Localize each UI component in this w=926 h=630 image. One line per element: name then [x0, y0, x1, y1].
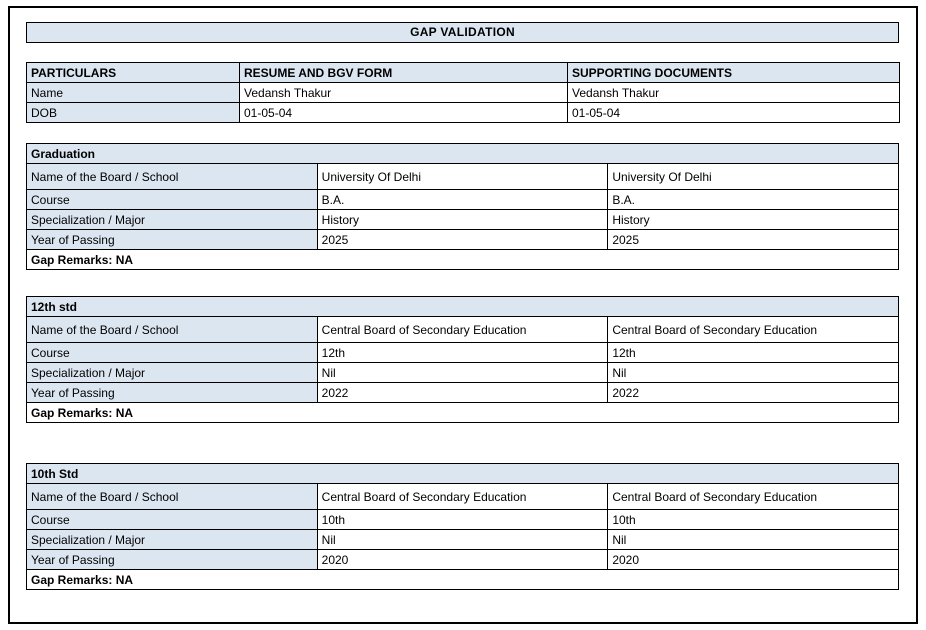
resume-value-cell: 01-05-04 [240, 103, 568, 123]
row-label-cell: Specialization / Major [27, 363, 318, 383]
table-row [27, 550, 899, 570]
resume-value-cell: 2022 [317, 383, 608, 403]
row-label-cell: Name of the Board / School [27, 164, 318, 190]
supporting-value-cell: Vedansh Thakur [568, 83, 900, 103]
gap-remarks-cell: Gap Remarks: NA [27, 570, 899, 590]
table-row [27, 83, 900, 103]
table-row [27, 230, 899, 250]
row-label-cell: Name [27, 83, 240, 103]
table-row [27, 383, 899, 403]
table-row [27, 510, 899, 530]
supporting-value-cell: Central Board of Secondary Education [608, 317, 899, 343]
document-title: GAP VALIDATION [26, 22, 899, 43]
resume-value-cell: 2020 [317, 550, 608, 570]
document-content [10, 8, 916, 590]
document-outer-border [8, 6, 918, 624]
resume-value-cell: Central Board of Secondary Education [317, 484, 608, 510]
row-label-cell: Specialization / Major [27, 210, 318, 230]
section-graduation-table [26, 143, 899, 270]
supporting-value-cell: Nil [608, 363, 899, 383]
gap-remarks-row [27, 570, 899, 590]
gap-remarks-row [27, 250, 899, 270]
section-title-row [27, 464, 899, 484]
table-row [27, 530, 899, 550]
gap-remarks-cell: Gap Remarks: NA [27, 403, 899, 423]
column-header-particulars: PARTICULARS [27, 63, 240, 83]
section-title-cell: Graduation [27, 144, 899, 164]
supporting-value-cell: B.A. [608, 190, 899, 210]
resume-value-cell: B.A. [317, 190, 608, 210]
row-label-cell: Course [27, 343, 318, 363]
table-header-row [27, 63, 900, 83]
column-header-supporting-docs: SUPPORTING DOCUMENTS [568, 63, 900, 83]
row-label-cell: Specialization / Major [27, 530, 318, 550]
supporting-value-cell: 2022 [608, 383, 899, 403]
particulars-table [26, 62, 900, 123]
row-label-cell: Year of Passing [27, 383, 318, 403]
table-row [27, 363, 899, 383]
table-row [27, 190, 899, 210]
table-row [27, 210, 899, 230]
section-title-cell: 12th std [27, 297, 899, 317]
table-row [27, 343, 899, 363]
resume-value-cell: 2025 [317, 230, 608, 250]
supporting-value-cell: Nil [608, 530, 899, 550]
table-row [27, 317, 899, 343]
section-10th-table [26, 463, 899, 590]
supporting-value-cell: Central Board of Secondary Education [608, 484, 899, 510]
row-label-cell: DOB [27, 103, 240, 123]
section-title-cell: 10th Std [27, 464, 899, 484]
gap-remarks-row [27, 403, 899, 423]
row-label-cell: Course [27, 190, 318, 210]
row-label-cell: Year of Passing [27, 550, 318, 570]
table-row [27, 164, 899, 190]
resume-value-cell: 12th [317, 343, 608, 363]
resume-value-cell: Vedansh Thakur [240, 83, 568, 103]
supporting-value-cell: 12th [608, 343, 899, 363]
resume-value-cell: Nil [317, 530, 608, 550]
resume-value-cell: University Of Delhi [317, 164, 608, 190]
supporting-value-cell: 01-05-04 [568, 103, 900, 123]
resume-value-cell: 10th [317, 510, 608, 530]
section-title-row [27, 297, 899, 317]
table-row [27, 484, 899, 510]
resume-value-cell: Nil [317, 363, 608, 383]
resume-value-cell: Central Board of Secondary Education [317, 317, 608, 343]
supporting-value-cell: University Of Delhi [608, 164, 899, 190]
column-header-resume-bgv: RESUME AND BGV FORM [240, 63, 568, 83]
supporting-value-cell: 2020 [608, 550, 899, 570]
gap-remarks-cell: Gap Remarks: NA [27, 250, 899, 270]
supporting-value-cell: 2025 [608, 230, 899, 250]
resume-value-cell: History [317, 210, 608, 230]
supporting-value-cell: 10th [608, 510, 899, 530]
section-title-row [27, 144, 899, 164]
row-label-cell: Name of the Board / School [27, 484, 318, 510]
table-row [27, 103, 900, 123]
row-label-cell: Name of the Board / School [27, 317, 318, 343]
section-12th-table [26, 296, 899, 423]
row-label-cell: Course [27, 510, 318, 530]
supporting-value-cell: History [608, 210, 899, 230]
row-label-cell: Year of Passing [27, 230, 318, 250]
